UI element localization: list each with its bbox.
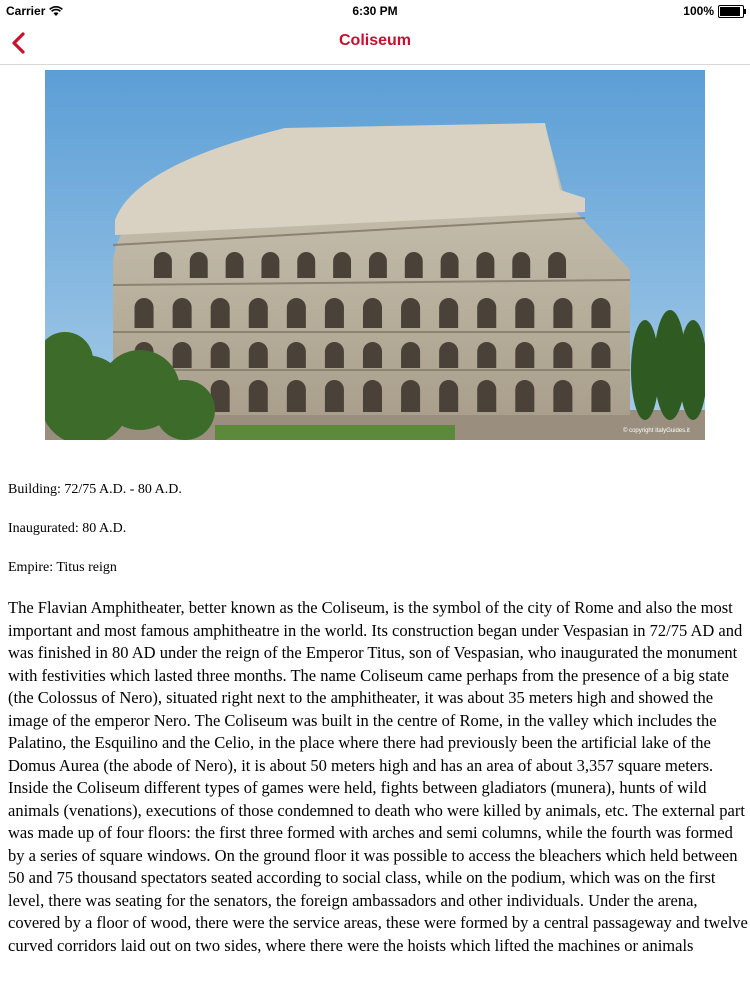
arch: [439, 380, 458, 412]
arch: [287, 298, 306, 328]
arch: [261, 252, 279, 278]
page-title: Coliseum: [338, 32, 411, 49]
arch: [477, 380, 496, 412]
battery-icon: [718, 5, 744, 18]
arch: [249, 298, 268, 328]
arch: [363, 298, 382, 328]
arch: [401, 298, 420, 328]
arch: [287, 342, 306, 368]
arch: [591, 342, 610, 368]
arch: [477, 298, 496, 328]
status-bar: [0, 0, 750, 22]
navigation-bar: [0, 22, 750, 65]
building-date: Building: 72/75 A.D. - 80 A.D.: [8, 482, 182, 497]
arch: [135, 298, 154, 328]
arch: [297, 252, 315, 278]
arch: [363, 380, 382, 412]
arch: [401, 342, 420, 368]
battery-percent: 100%: [683, 4, 714, 18]
arch: [405, 252, 423, 278]
arch: [226, 252, 244, 278]
arch: [154, 252, 172, 278]
arch: [515, 380, 534, 412]
arch: [515, 342, 534, 368]
monument-details: [8, 480, 748, 957]
arch: [477, 342, 496, 368]
battery-level: [720, 7, 740, 16]
arch: [441, 252, 459, 278]
arch: [591, 380, 610, 412]
arch: [190, 252, 208, 278]
arch: [333, 252, 351, 278]
description-text: The Flavian Amphitheater, better known as the Coliseum, is the symbol of the city of Rome and also the most important and most famous amphitheatre in the world. Its construction began under Vespasian in 72/75 AD and was finished in 80 AD under the reign of the Emperor Titus, son of Vespasian, who inaugurated the monument with festivities which lasted three months. The name Coliseum came perhaps from the presence of a big state (the Colossus of Nero), situated right next to the amphitheater, it was about 35 meters high and showed the image of the emperor Nero. The Coliseum was built in the centre of Rome, in the valley which includes the Palatino, the Esquilino and the Celio, in the place where there had previously been the artificial lake of the Domus Aurea (the abode of Nero), it is about 50 meters high and has an area of about 3,357 square meters. Inside the Coliseum different types of games were held, fights between gladiators (munera), hunts of wild animals (venations), executions of those condemned to death who were killed by animals, etc. The external part was made up of four floors: the first three formed with arches and semi columns, while the fourth was formed by a series of square windows. On the ground floor it was possible to access the bleachers which held between 50 and 75 thousand spectators seated according to social class, while on the podium, which was on the first level, there was seating for the senators, the foreign ambassadors and other individuals. Under the arena, covered by a floor of wood, there were the service areas, these were formed by a central passageway and twelve curved corridors laid out on two sides, where there were the hoists which lifted the machines or animals: [8, 598, 748, 955]
coliseum-illustration: [45, 70, 705, 440]
arch: [553, 298, 572, 328]
arch: [211, 342, 230, 368]
arch: [369, 252, 387, 278]
coliseum-photo: [45, 70, 705, 440]
arch: [553, 380, 572, 412]
arch: [325, 342, 344, 368]
arch: [363, 342, 382, 368]
arch: [325, 380, 344, 412]
arch: [249, 380, 268, 412]
arch: [439, 298, 458, 328]
inaugurated-date: Inaugurated: 80 A.D.: [8, 521, 127, 536]
photo-watermark: © copyright ItalyGuides.it: [623, 428, 690, 434]
status-time: 6:30 PM: [352, 4, 398, 18]
arch: [173, 298, 192, 328]
empire-info: Empire: Titus reign: [8, 560, 117, 575]
arch: [591, 298, 610, 328]
arch: [515, 298, 534, 328]
arch: [476, 252, 494, 278]
arch: [173, 342, 192, 368]
arch: [287, 380, 306, 412]
arch: [512, 252, 530, 278]
arch: [249, 342, 268, 368]
arch: [439, 342, 458, 368]
arch: [548, 252, 566, 278]
arch: [325, 298, 344, 328]
status-right: [683, 4, 744, 18]
arch: [211, 298, 230, 328]
carrier-label: Carrier: [6, 4, 46, 18]
arch: [401, 380, 420, 412]
arch: [553, 342, 572, 368]
